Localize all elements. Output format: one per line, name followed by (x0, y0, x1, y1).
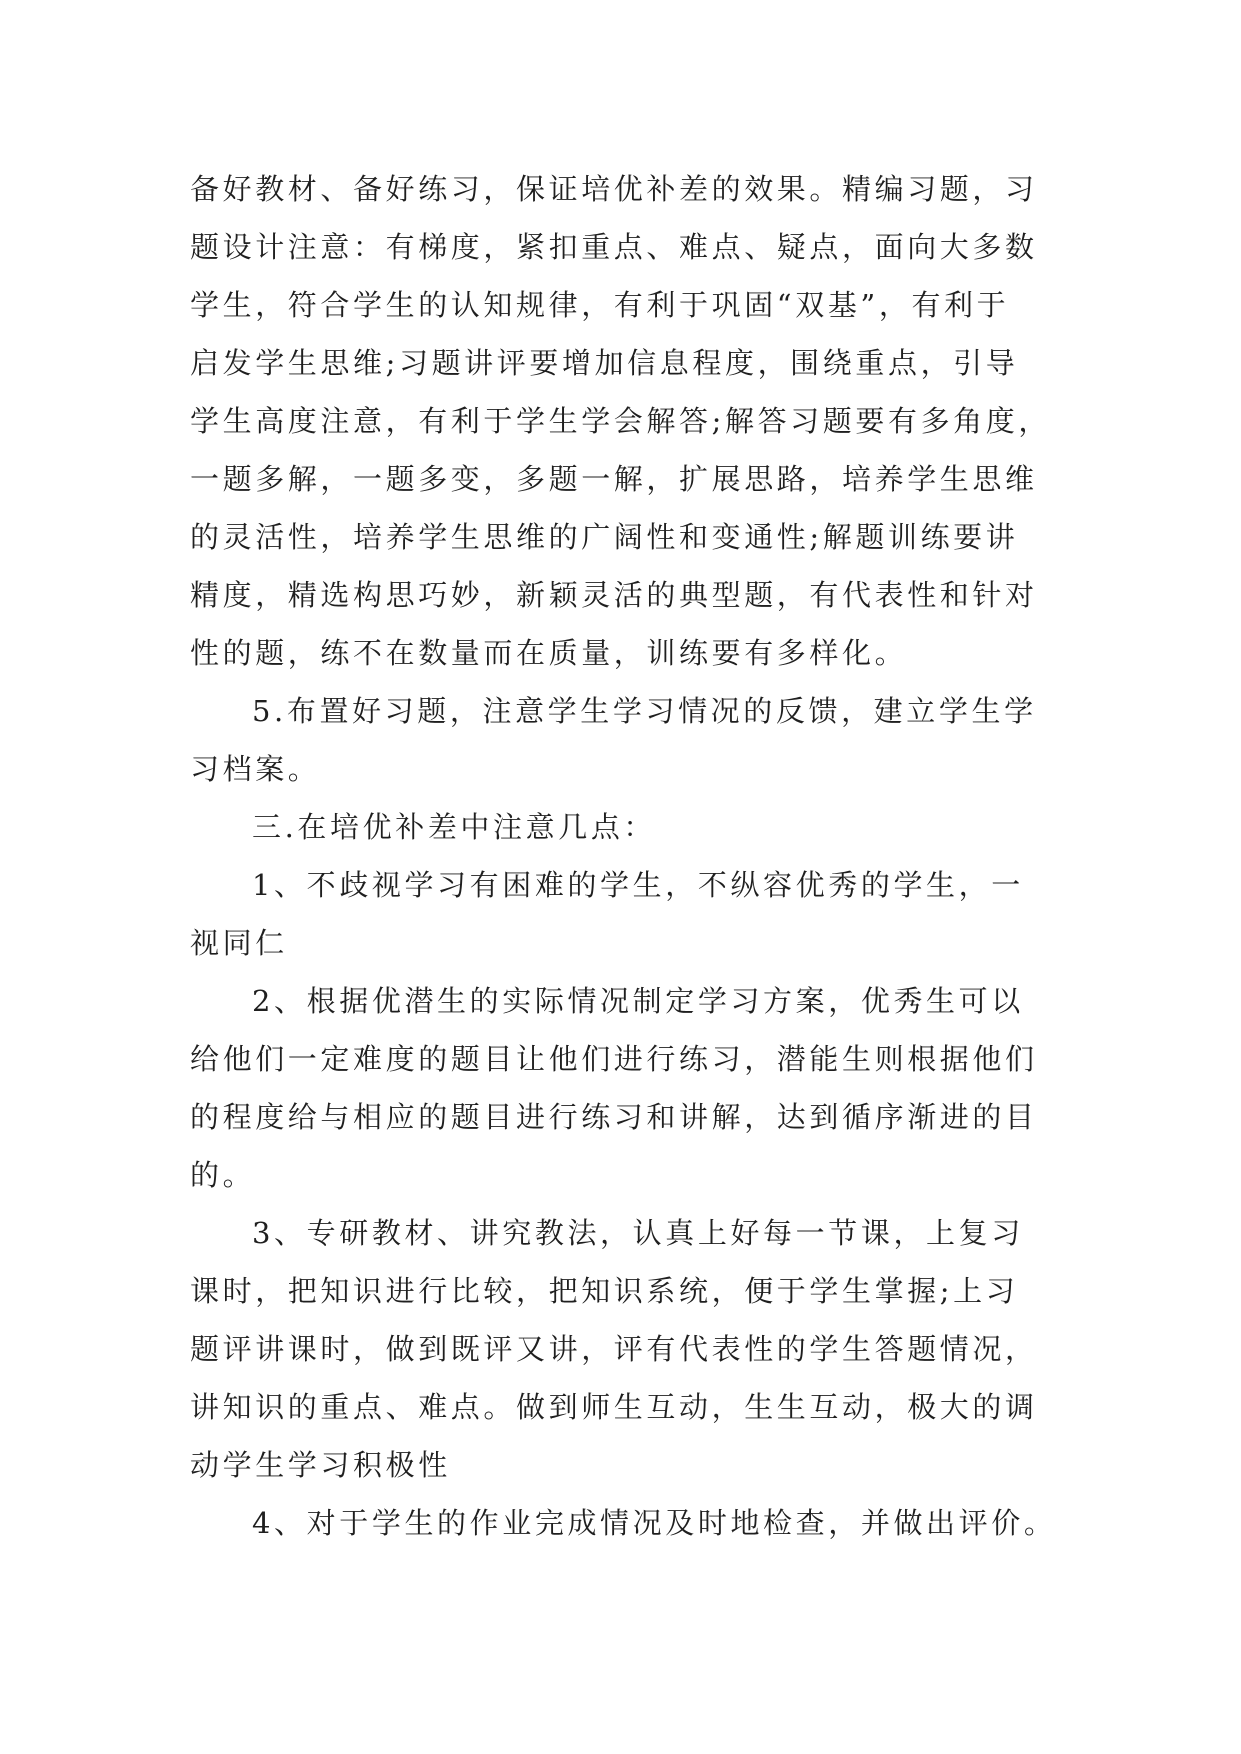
text-line: 视同仁 (190, 926, 288, 960)
text-line: 启发学生思维;习题讲评要增加信息程度，围绕重点，引导 (190, 346, 1019, 380)
text-line: 精度，精选构思巧妙，新颖灵活的典型题，有代表性和针对 (190, 578, 1038, 612)
item-2-start: 2、根据优潜生的实际情况制定学习方案，优秀生可以 (252, 984, 1024, 1018)
paragraph-5-start: 5.布置好习题，注意学生学习情况的反馈，建立学生学 (252, 694, 1037, 728)
document-body (190, 160, 1070, 1552)
item-3-start: 3、专研教材、讲究教法，认真上好每一节课，上复习 (252, 1216, 1024, 1250)
text-line: 习档案。 (190, 752, 321, 786)
text-line: 动学生学习积极性 (190, 1448, 451, 1482)
text-line: 一题多解，一题多变，多题一解，扩展思路，培养学生思维 (190, 462, 1038, 496)
text-line: 的程度给与相应的题目进行练习和讲解，达到循序渐进的目 (190, 1100, 1038, 1134)
text-line: 讲知识的重点、难点。做到师生互动，生生互动，极大的调 (190, 1390, 1038, 1424)
section-heading-3: 三.在培优补差中注意几点： (252, 810, 657, 844)
text-line: 给他们一定难度的题目让他们进行练习，潜能生则根据他们 (190, 1042, 1038, 1076)
text-line: 学生，符合学生的认知规律，有利于巩固“双基”，有利于 (190, 288, 1010, 322)
text-line: 题设计注意：有梯度，紧扣重点、难点、疑点，面向大多数 (190, 230, 1038, 264)
text-line: 的。 (190, 1158, 256, 1192)
text-line: 的灵活性，培养学生思维的广阔性和变通性;解题训练要讲 (190, 520, 1019, 554)
text-line: 课时，把知识进行比较，把知识系统，便于学生掌握;上习 (190, 1274, 1019, 1308)
text-line: 学生高度注意，有利于学生学会解答;解答习题要有多角度， (190, 404, 1051, 438)
text-line: 备好教材、备好练习，保证培优补差的效果。精编习题，习 (190, 172, 1038, 206)
text-line: 性的题，练不在数量而在质量，训练要有多样化。 (190, 636, 908, 670)
item-1-start: 1、不歧视学习有困难的学生，不纵容优秀的学生，一 (252, 868, 1024, 902)
text-line: 题评讲课时，做到既评又讲，评有代表性的学生答题情况， (190, 1332, 1038, 1366)
item-4-start: 4、对于学生的作业完成情况及时地检查，并做出评价。 (252, 1506, 1057, 1540)
